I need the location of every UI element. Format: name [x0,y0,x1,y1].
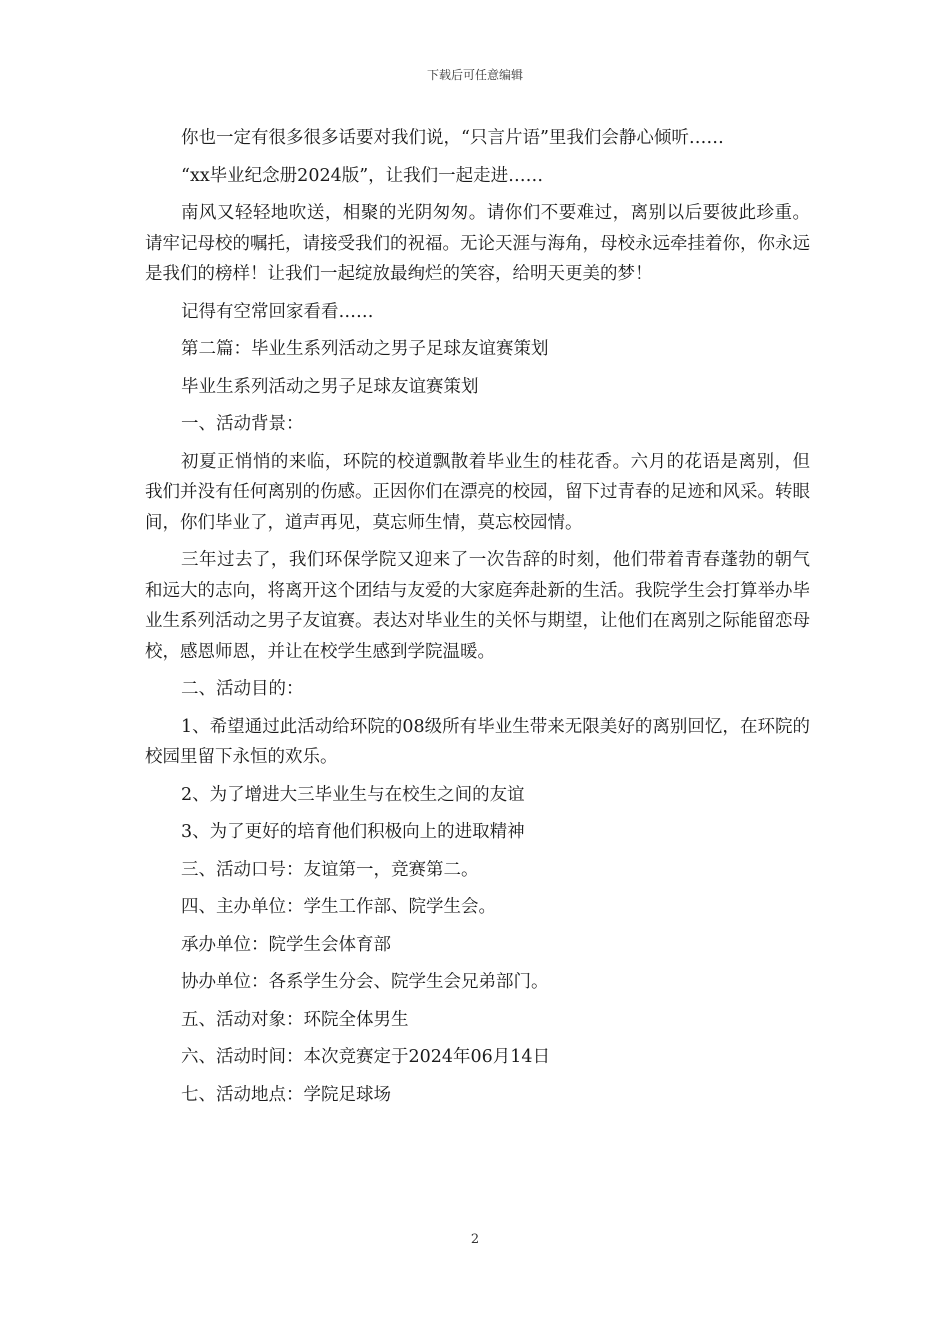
paragraph: 三年过去了，我们环保学院又迎来了一次告辞的时刻，他们带着青春蓬勃的朝气和远大的志向，将离开这个团结与友爱的大家庭奔赴新的生活。我院学生会打算举办毕业生系列活动之男子友谊赛。表达对毕业生的关怀与期望，让他们在离别之际能留恋母校，感恩师恩，并让在校学生感到学院温暖。 [145,550,810,662]
list-item: 2、为了增进大三毕业生与在校生之间的友谊 [181,784,525,805]
section-heading: 四、主办单位：学生工作部、院学生会。 [181,897,496,917]
info-line: 协办单位：各系学生分会、院学生会兄弟部门。 [181,972,549,992]
section-heading: 七、活动地点：学院足球场 [181,1084,391,1105]
paragraph: 南风又轻轻地吹送，相聚的光阴匆匆。请你们不要难过，离别以后要彼此珍重。请牢记母校的嘱托，请接受我们的祝福。无论天涯与海角，母校永远牵挂着你，你永远是我们的榜样！让我们一起绽放最绚烂的笑容，给明天更美的梦！ [145,203,810,284]
section-heading: 三、活动口号：友谊第一，竞赛第二。 [181,859,479,880]
paragraph: “xx毕业纪念册2024版”，让我们一起走进…… [181,165,544,186]
paragraph: 你也一定有很多很多话要对我们说，“只言片语”里我们会静心倾听…… [181,128,724,148]
info-line: 承办单位：院学生会体育部 [181,934,391,955]
list-item: 1、希望通过此活动给环院的08级所有毕业生带来无限美好的离别回忆，在环院的校园里留下永恒的欢乐。 [145,716,810,767]
page-number: 2 [470,1232,480,1247]
paragraph: 记得有空常回家看看…… [181,301,374,322]
section-heading: 六、活动时间：本次竞赛定于2024年06月14日 [181,1047,551,1067]
section-heading: 二、活动目的： [181,679,304,699]
document-body [145,123,810,1117]
section-heading: 一、活动背景： [181,414,304,434]
paragraph: 初夏正悄悄的来临，环院的校道飘散着毕业生的桂花香。六月的花语是离别，但我们并没有任何离别的伤感。正因你们在漂亮的校园，留下过青春的足迹和风采。转眼间，你们毕业了，道声再见，莫忘师生情，莫忘校园情。 [145,451,810,533]
section-heading: 五、活动对象：环院全体男生 [181,1009,409,1030]
page-header: 下载后可任意编辑 [426,68,523,82]
section-title: 第二篇：毕业生系列活动之男子足球友谊赛策划 [181,339,549,359]
document-title: 毕业生系列活动之男子足球友谊赛策划 [181,376,479,397]
list-item: 3、为了更好的培育他们积极向上的进取精神 [181,822,525,842]
